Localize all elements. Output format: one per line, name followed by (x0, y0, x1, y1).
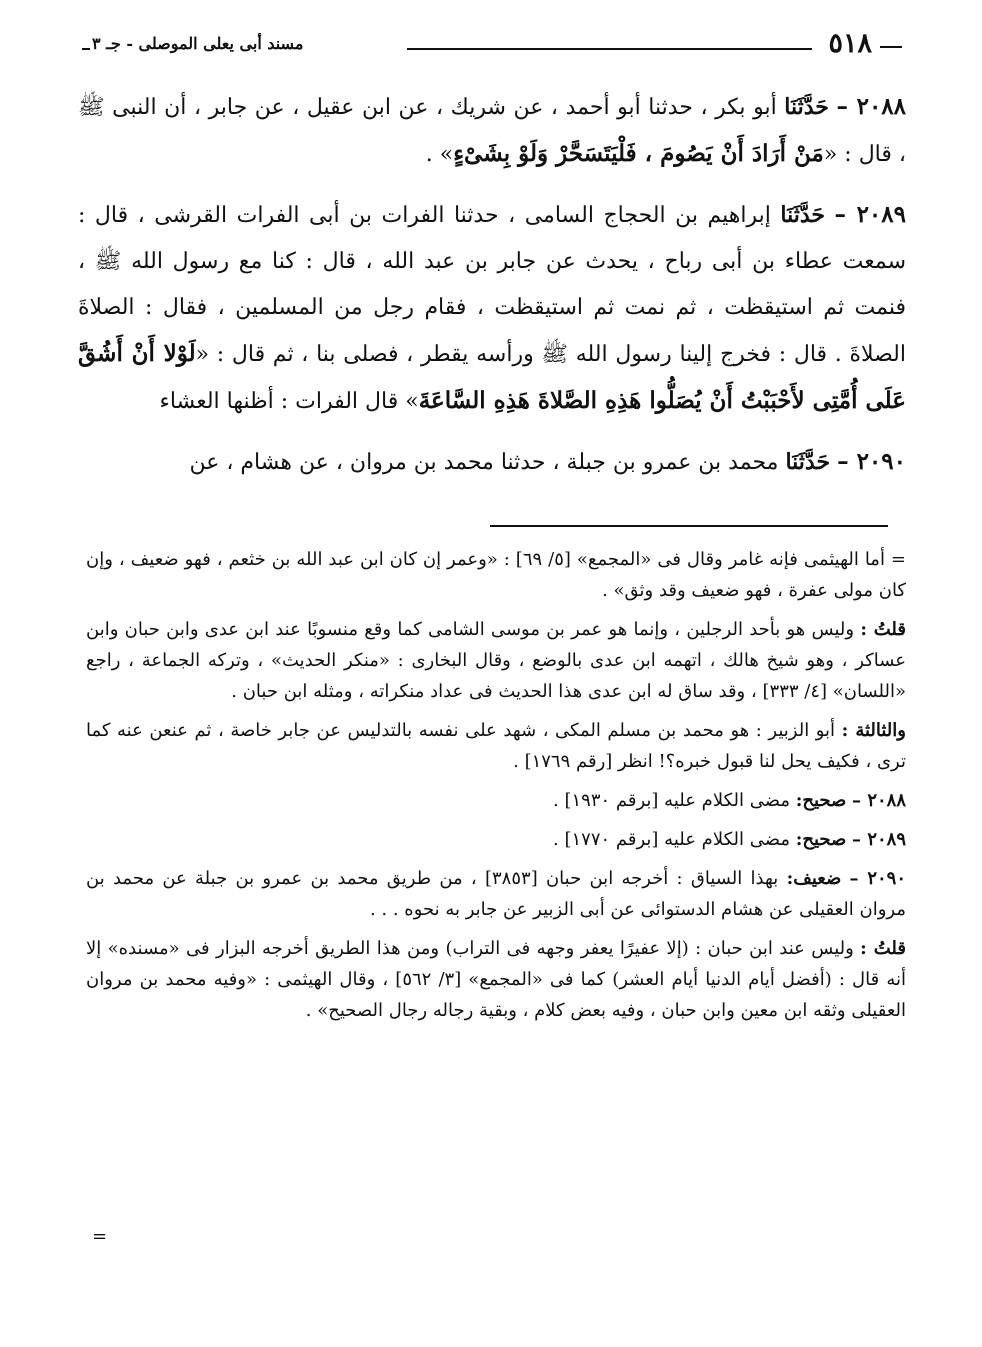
page-number: ٥١٨ (828, 28, 872, 59)
grade-label: ضعيف: (786, 868, 842, 889)
hadith-quote: لَوْلا أَنْ أَشُقَّ عَلَى أُمَّتِى لأَحْبَبْتُ أَنْ يُصَلُّوا هَذِهِ الصَّلاةَ هَذِهِ السَّاعَةَ (78, 340, 906, 414)
footnote-number: ٢٠٩٠ – (849, 868, 906, 889)
footnote-third (86, 715, 906, 777)
grade-label: صحيح: (795, 829, 847, 850)
hadith-text: أبو بكر ، حدثنا أبو أحمد ، عن شريك ، عن ابن عقيل ، عن جابر ، أن النبى ﷺ ، قال : « (78, 95, 906, 167)
footnote-text: أبو الزبير : هو محمد بن مسلم المكى ، شهد على نفسه بالتدليس عن جابر خاصة ، ثم عنعن عنه كما ترى ، فكيف يحل لنا قبول خبره؟! انظر [رقم ١٧٦٩] . (86, 720, 906, 772)
hadith-number: ٢٠٩٠ – (837, 448, 906, 475)
footnote-text: مضى الكلام عليه [برقم ١٧٧٠] . (553, 829, 790, 850)
footnote-text: وليس عند ابن حبان : (إلا عفيرًا يعفر وجهه فى التراب) ومن هذا الطريق أخرجه البزار فى «مسنده» إلا أنه قال : (أفضل أيام الدنيا أيام العشر) كما فى «المجمع» [٣/ ٥٦٢] ، وقال الهيثمى : «وفيه محمد بن مروان العقيلى وثقه ابن معين وابن حبان ، وفيه بعض كلام ، وبقية رجاله رجال الصحيح» . (86, 938, 906, 1021)
header-rule (407, 48, 812, 50)
hadith-after: » . (425, 142, 454, 167)
footnote-lead: قلتُ : (860, 619, 906, 640)
grade-label: صحيح: (795, 790, 847, 811)
hadith-opening: حَدَّثَنَا (780, 202, 826, 228)
footnote-comment-2 (86, 933, 906, 1026)
hadith-text: إبراهيم بن الحجاج السامى ، حدثنا الفرات بن أبى الفرات القرشى ، قال : سمعت عطاء بن أبى رباح ، يحدث عن جابر بن عبد الله ، قال : كنا مع رسول الله ﷺ ، فنمت ثم استيقظت ، ثم نمت ثم استيقظت ، فقام رجل من المسلمين ، فقال : الصلاةَ الصلاةَ . قال : فخرج إلينا رسول الله ﷺ ورأسه يقطر ، فصلى بنا ، ثم قال : « (78, 203, 907, 367)
header-rule-end (82, 48, 90, 50)
page-header (82, 22, 902, 62)
footnote-2089 (86, 824, 906, 855)
footnote-text: أما الهيثمى فإنه غامر وقال فى «المجمع» [٥/ ٦٩] : «وعمر إن كان ابن عبد الله بن خثعم ، فهو ضعيف ، وإن كان مولى عفرة ، فهو ضعيف وقد وثق» . (86, 549, 906, 601)
hadith-number: ٢٠٨٨ – (836, 93, 907, 120)
footnote-continuation (86, 544, 906, 606)
continuation-marker-end: = (92, 1226, 108, 1247)
hadith-opening: حَدَّثَنَا (785, 449, 831, 475)
hadith-2090 (78, 439, 906, 486)
footnote-2088 (86, 785, 906, 816)
hadith-opening: حَدَّثَنَا (784, 94, 829, 120)
footnote-comment (86, 614, 906, 707)
main-text (78, 84, 906, 500)
footnote-separator (490, 525, 888, 527)
hadith-number: ٢٠٨٩ – (834, 201, 906, 228)
hadith-text: محمد بن عمرو بن جبلة ، حدثنا محمد بن مروان ، عن هشام ، عن (189, 450, 779, 475)
hadith-2089 (78, 192, 906, 425)
footnote-text: بهذا السياق : أخرجه ابن حبان [٣٨٥٣] ، من طريق محمد بن عمرو بن جبلة عن محمد بن مروان العقيلى عن هشام الدستوائى عن أبى الزبير عن جابر به نحوه . . . (86, 868, 906, 920)
hadith-2088 (78, 84, 906, 178)
hadith-quote: مَنْ أَرَادَ أَنْ يَصُومَ ، فَلْيَتَسَحَّرْ وَلَوْ بِشَىْءٍ (453, 140, 824, 167)
running-title: مسند أبى يعلى الموصلى - جـ ٣ (92, 34, 304, 53)
footnote-number: ٢٠٨٨ – (852, 790, 906, 811)
footnote-lead: قلتُ : (860, 938, 906, 959)
footnote-lead: والثالثة : (841, 720, 906, 741)
footnote-text: وليس هو بأحد الرجلين ، وإنما هو عمر بن موسى الشامى كما وقع منسوبًا عند ابن عدى وابن حبان وابن عساكر ، وهو شيخ هالك ، اتهمه ابن عدى بالوضع ، وقال البخارى : «منكر الحديث» ، وتركه الجماعة ، راجع «اللسان» [٤/ ٣٣٣] ، وقد ساق له ابن عدى هذا الحديث فى عداد منكراته ، ومثله ابن حبان . (86, 619, 906, 702)
footnotes (86, 544, 906, 1034)
continuation-marker: = (890, 549, 906, 570)
footnote-text: مضى الكلام عليه [برقم ١٩٣٠] . (553, 790, 790, 811)
header-dash (880, 46, 902, 48)
footnote-number: ٢٠٨٩ – (852, 829, 906, 850)
hadith-after: » قال الفرات : أظنها العشاء (159, 389, 419, 414)
footnote-2090 (86, 863, 906, 925)
